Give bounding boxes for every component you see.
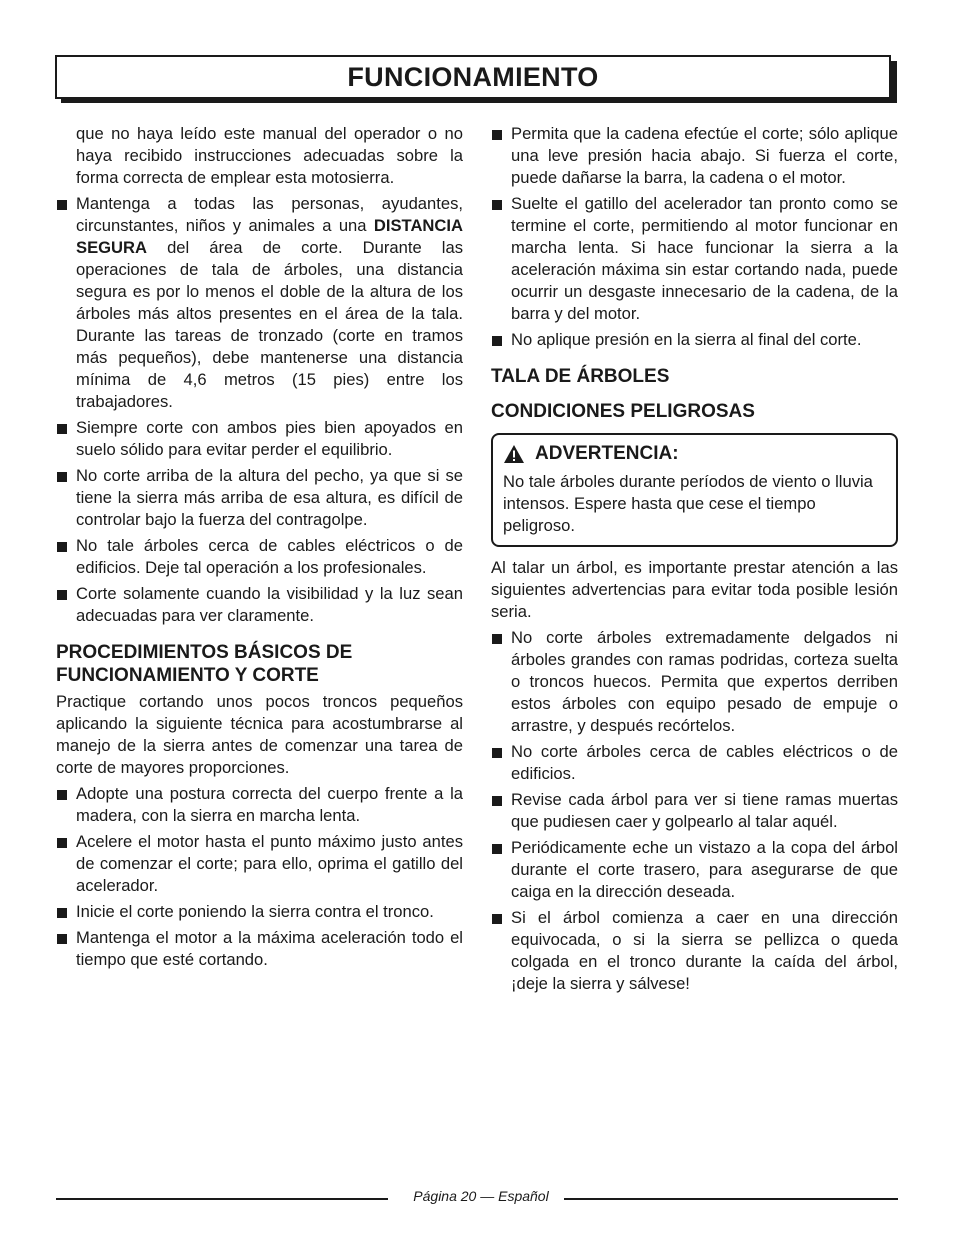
bullet-item (491, 123, 898, 189)
bullet-square-icon (57, 542, 67, 552)
bullet-item (56, 901, 463, 923)
bullet-square-icon (492, 634, 502, 644)
subsection-heading: CONDICIONES PELIGROSAS (491, 401, 755, 422)
bullet-item (56, 783, 463, 827)
bullet-text: Mantenga el motor a la máxima aceleración todo el tiempo que esté cortando. (76, 928, 463, 969)
bullet-item (56, 417, 463, 461)
bullet-text: No aplique presión en la sierra al final del corte. (511, 330, 862, 349)
section-heading: TALA DE ÁRBOLES (491, 366, 670, 387)
bullet-item (56, 927, 463, 971)
bullet-text: Siempre corte con ambos pies bien apoyados en suelo sólido para evitar perder el equilibrio. (76, 418, 463, 459)
bullet-square-icon (57, 934, 67, 944)
page-header (55, 55, 897, 103)
bullet-square-icon (492, 844, 502, 854)
bullet-item (491, 741, 898, 785)
bullet-item (56, 583, 463, 627)
bullet-text: Si el árbol comienza a caer en una dirección equivocada, o si la sierra se pellizca o queda colgada en el tronco durante la caída del árbol, ¡deje la sierra y sálvese! (511, 908, 898, 993)
bullet-square-icon (57, 424, 67, 434)
bullet-square-icon (492, 914, 502, 924)
bullet-item (491, 193, 898, 325)
bullet-text: Permita que la cadena efectúe el corte; sólo aplique una leve presión hacia abajo. Si fuerza el corte, puede dañarse la barra, la cadena o el motor. (511, 124, 898, 187)
left-column (56, 123, 463, 975)
warning-text: No tale árboles durante períodos de viento o lluvia intensos. Espere hasta que cese el tiempo peligroso. (503, 472, 873, 535)
warning-box (491, 433, 898, 547)
page-title: FUNCIONAMIENTO (347, 61, 599, 92)
bullet-text: No tale árboles cerca de cables eléctricos o de edificios. Deje tal operación a los profesionales. (76, 536, 463, 577)
bullet-square-icon (57, 908, 67, 918)
bold-emphasis: DISTANCIA SEGURA (76, 216, 463, 257)
bullet-item (56, 193, 463, 413)
section-intro: Al talar un árbol, es importante prestar atención a las siguientes advertencias para evitar toda posible lesión seria. (491, 558, 898, 621)
bullet-text: Periódicamente eche un vistazo a la copa del árbol durante el corte trasero, para asegurarse de que caiga en la dirección deseada. (511, 838, 898, 901)
section-intro: Practique cortando unos pocos troncos pequeños aplicando la siguiente técnica para acostumbrarse al manejo de la sierra antes de comenzar una tarea de corte de mayores proporciones. (56, 692, 463, 777)
bullet-item (491, 837, 898, 903)
bullet-text-part: Mantenga a todas las personas, ayudantes, circunstantes, niños y animales a una (76, 194, 463, 235)
bullet-square-icon (57, 790, 67, 800)
bullet-square-icon (57, 590, 67, 600)
bullet-square-icon (492, 200, 502, 210)
warning-triangle-icon (503, 444, 525, 464)
bullet-item (491, 789, 898, 833)
bullet-square-icon (492, 748, 502, 758)
bullet-item (56, 535, 463, 579)
section-heading: PROCEDIMIENTOS BÁSICOS DE FUNCIONAMIENTO Y CORTE (56, 642, 353, 686)
warning-title: ADVERTENCIA: (535, 443, 679, 464)
warning-header (503, 443, 886, 465)
bullet-square-icon (57, 472, 67, 482)
bullet-text: Revise cada árbol para ver si tiene ramas muertas que pudiesen caer y golpearlo al talar aquél. (511, 790, 898, 831)
bullet-text: No corte árboles cerca de cables eléctricos o de edificios. (511, 742, 898, 783)
header-box (55, 55, 891, 99)
bullet-text: No corte arriba de la altura del pecho, ya que si se tiene la sierra más arriba de esa altura, es difícil de controlar bajo la fuerza del contragolpe. (76, 466, 463, 529)
bullet-square-icon (492, 796, 502, 806)
page-number: Página 20 — Español (413, 1188, 549, 1204)
bullet-text: Acelere el motor hasta el punto máximo justo antes de comenzar el corte; para ello, oprima el gatillo del acelerador. (76, 832, 463, 895)
bullet-text-part: del área de corte. Durante las operaciones de tala de árboles, una distancia segura es por lo menos el doble de la altura de los árboles más altos presentes en el área de la tala. Durante las tareas de tronzado (corte en tramos más pequeños), debe mantenerse una distancia mínima de 4,6 metros (15 pies) entre los trabajadores. (76, 238, 463, 411)
page-footer (56, 1187, 898, 1207)
bullet-item (56, 831, 463, 897)
footer-rule-right (564, 1198, 898, 1200)
bullet-text: Corte solamente cuando la visibilidad y la luz sean adecuadas para ver claramente. (76, 584, 463, 625)
bullet-square-icon (492, 130, 502, 140)
right-column (491, 123, 898, 999)
bullet-square-icon (57, 200, 67, 210)
continued-paragraph: que no haya leído este manual del operador o no haya recibido instrucciones adecuadas sobre la forma correcta de emplear esta motosierra. (76, 124, 463, 187)
bullet-square-icon (492, 336, 502, 346)
bullet-text: Suelte el gatillo del acelerador tan pronto como se termine el corte, permitiendo al motor funcionar en marcha lenta. Si hace funcionar la sierra a la aceleración máxima sin estar cortando nada, puede ocurrir un desgaste innecesario de la cadena, de la barra y del motor. (511, 194, 898, 323)
bullet-item (491, 907, 898, 995)
bullet-item (491, 329, 898, 351)
bullet-square-icon (57, 838, 67, 848)
bullet-text: Inicie el corte poniendo la sierra contra el tronco. (76, 902, 434, 921)
bullet-text (76, 193, 463, 413)
bullet-item (56, 465, 463, 531)
bullet-item (491, 627, 898, 737)
bullet-text: No corte árboles extremadamente delgados ni árboles grandes con ramas podridas, corteza suelta o troncos huecos. Permita que expertos derriben estos árboles con equipo pesado de empuje o arrastre, y después recórtelos. (511, 628, 898, 735)
footer-rule-left (56, 1198, 388, 1200)
bullet-text: Adopte una postura correcta del cuerpo frente a la madera, con la sierra en marcha lenta. (76, 784, 463, 825)
